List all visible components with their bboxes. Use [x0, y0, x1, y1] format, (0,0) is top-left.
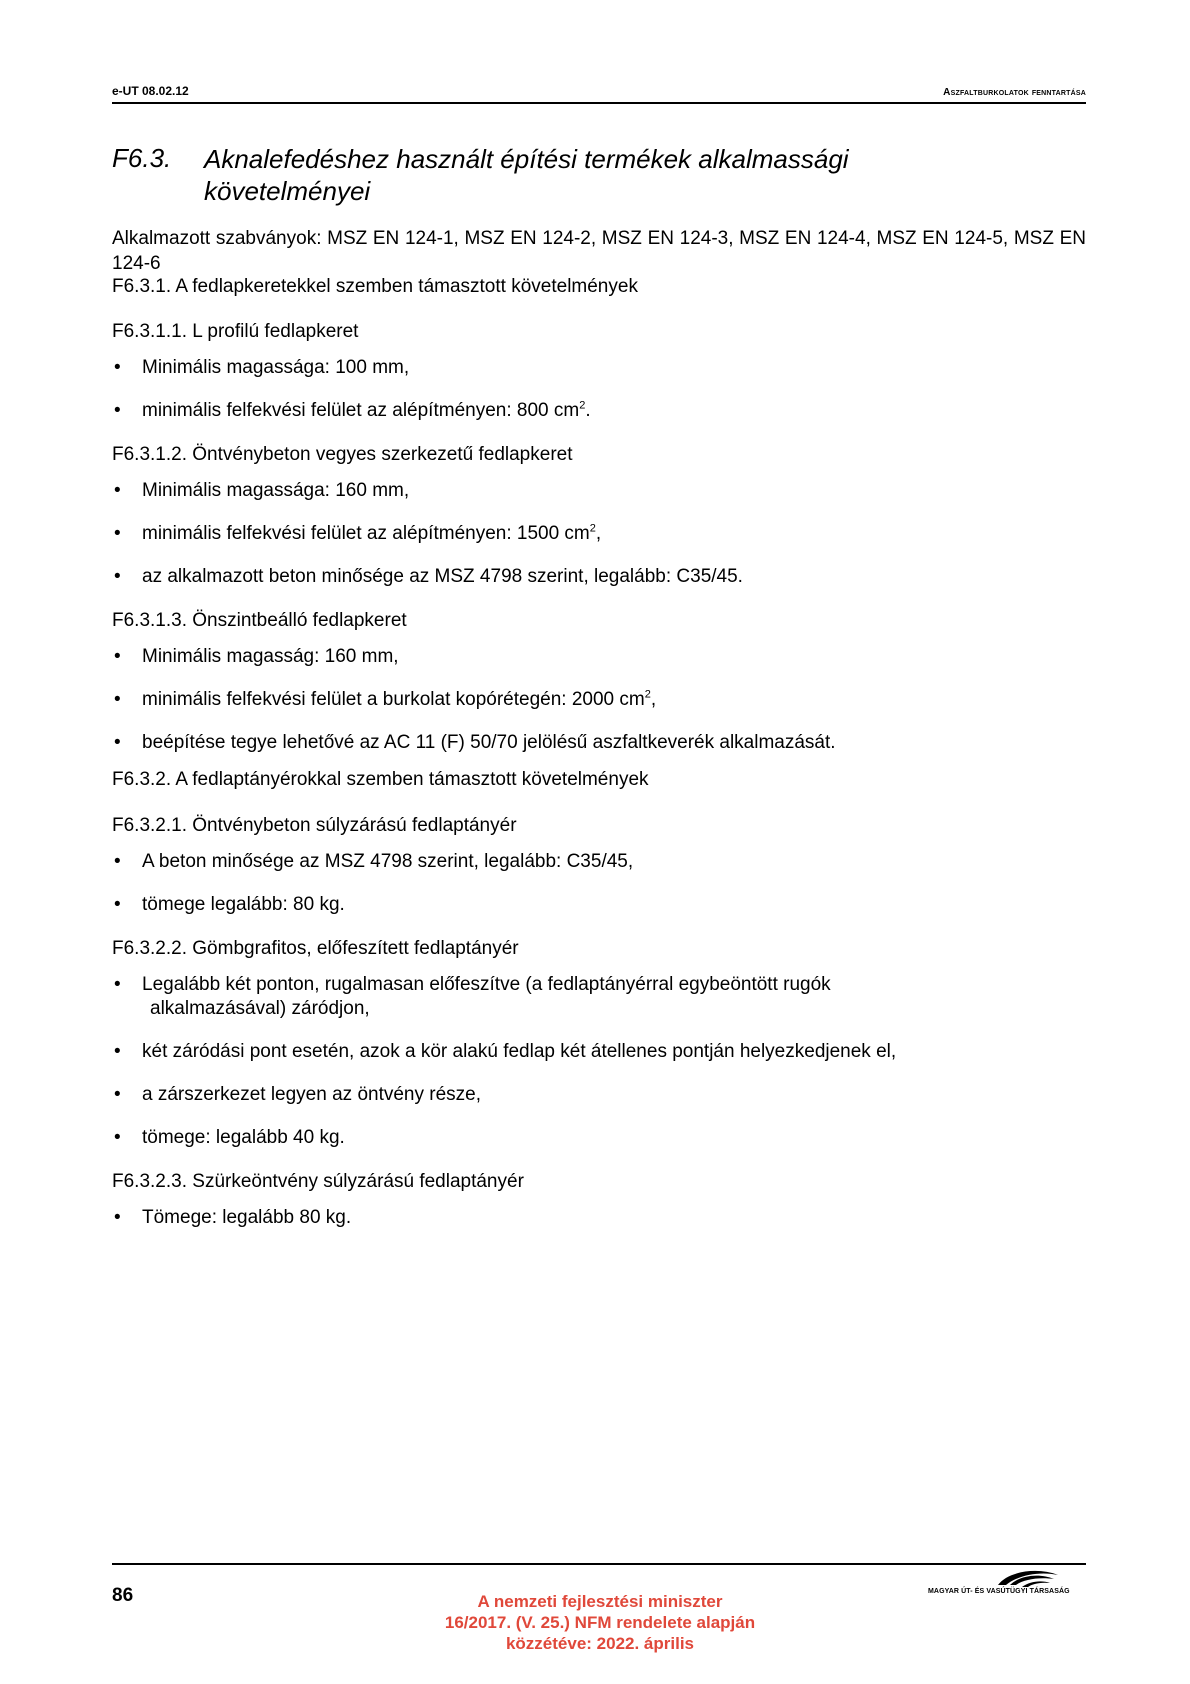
list-item-text: Minimális magasság: 160 mm,: [142, 646, 399, 667]
road-swoosh-icon: [928, 1565, 1086, 1589]
publication-notice: [380, 1591, 820, 1654]
bullet-icon: •: [114, 357, 121, 378]
superscript: 2: [644, 688, 651, 701]
bullet-icon: •: [114, 1084, 121, 1105]
section-heading-f631: F6.3.1. A fedlapkeretekkel szemben támasztott követelmények: [112, 276, 638, 297]
publisher-logo: [928, 1565, 1086, 1607]
running-title: Aszfaltburkolatok fenntartása: [943, 87, 1086, 98]
subsection-heading-f6322: F6.3.2.2. Gömbgrafitos, előfeszített fedlaptányér: [112, 938, 519, 959]
bullet-icon: •: [114, 646, 121, 667]
chapter-number: F6.3.: [112, 143, 172, 173]
subsection-heading-f6313: F6.3.1.3. Önszintbeálló fedlapkeret: [112, 610, 407, 631]
list-item-text: tömege legalább: 80 kg.: [142, 894, 345, 915]
notice-line: A nemzeti fejlesztési miniszter: [477, 1592, 723, 1611]
bullet-icon: •: [114, 523, 121, 544]
publisher-name: MAGYAR ÚT- ÉS VASÚTÜGYI TÁRSASÁG: [928, 1588, 1070, 1595]
subsection-heading-f6312: F6.3.1.2. Öntvénybeton vegyes szerkezetű fedlapkeret: [112, 444, 573, 465]
bullet-icon: •: [114, 480, 121, 501]
list-item-text: tömege: legalább 40 kg.: [142, 1127, 345, 1148]
bullet-icon: •: [114, 1041, 121, 1062]
superscript: 2: [589, 522, 596, 535]
bullet-icon: •: [114, 974, 121, 995]
document-code: e-UT 08.02.12: [112, 84, 189, 98]
list-item-text: Minimális magassága: 160 mm,: [142, 480, 410, 501]
list-item-text: Legalább két ponton, rugalmasan előfeszítve (a fedlaptányérral egybeöntött rugók alkalmazásával) záródjon,: [142, 974, 831, 1019]
bullet-icon: •: [114, 851, 121, 872]
bullet-icon: •: [114, 689, 121, 710]
list-item-text: az alkalmazott beton minősége az MSZ 4798 szerint, legalább: C35/45.: [142, 566, 743, 587]
bullet-icon: •: [114, 894, 121, 915]
superscript: 2: [579, 399, 586, 412]
list-item-text: A beton minősége az MSZ 4798 szerint, legalább: C35/45,: [142, 851, 634, 872]
notice-line: közzétéve: 2022. április: [505, 1634, 695, 1653]
list-item-text: Minimális magassága: 100 mm,: [142, 357, 410, 378]
subsection-heading-f6321: F6.3.2.1. Öntvénybeton súlyzárású fedlaptányér: [112, 815, 517, 836]
subsection-heading-f6323: F6.3.2.3. Szürkeöntvény súlyzárású fedlaptányér: [112, 1171, 524, 1192]
list-item-text: minimális felfekvési felület az alépítményen: 1500 $cm^2$,: [142, 522, 602, 544]
notice-line: 16/2017. (V. 25.) NFM rendelete alapján: [444, 1613, 756, 1632]
standards-paragraph: Alkalmazott szabványok: MSZ EN 124-1, MSZ EN 124-2, MSZ EN 124-3, MSZ EN 124-4, MSZ EN 124-5, MSZ EN 124-6: [112, 228, 1086, 274]
list-item-text: két záródási pont esetén, azok a kör alakú fedlap két átellenes pontján helyezkedjenek el,: [142, 1041, 897, 1062]
bullet-icon: •: [114, 566, 121, 587]
list-item-text: a zárszerkezet legyen az öntvény része,: [142, 1084, 482, 1105]
page-number: 86: [112, 1585, 134, 1606]
bullet-icon: •: [114, 732, 121, 753]
bullet-icon: •: [114, 400, 121, 421]
subsection-heading-f6311: F6.3.1.1. L profilú fedlapkeret: [112, 321, 359, 342]
list-item-text: Tömege: legalább 80 kg.: [142, 1207, 352, 1228]
page-header: [112, 84, 1086, 104]
bullet-icon: •: [114, 1207, 121, 1228]
list-item-text: beépítése tegye lehetővé az AC 11 (F) 50/70 jelölésű aszfaltkeverék alkalmazását.: [142, 732, 836, 753]
list-item-text: minimális felfekvési felület a burkolat kopórétegén: 2000 $cm^2$,: [142, 688, 657, 710]
list-item-text: minimális felfekvési felület az alépítményen: 800 $cm^2$.: [142, 399, 591, 421]
section-heading-f632: F6.3.2. A fedlaptányérokkal szemben támasztott követelmények: [112, 769, 649, 790]
chapter-title: Aknalefedéshez használt építési termékek alkalmassági követelményei: [204, 144, 849, 206]
bullet-icon: •: [114, 1127, 121, 1148]
